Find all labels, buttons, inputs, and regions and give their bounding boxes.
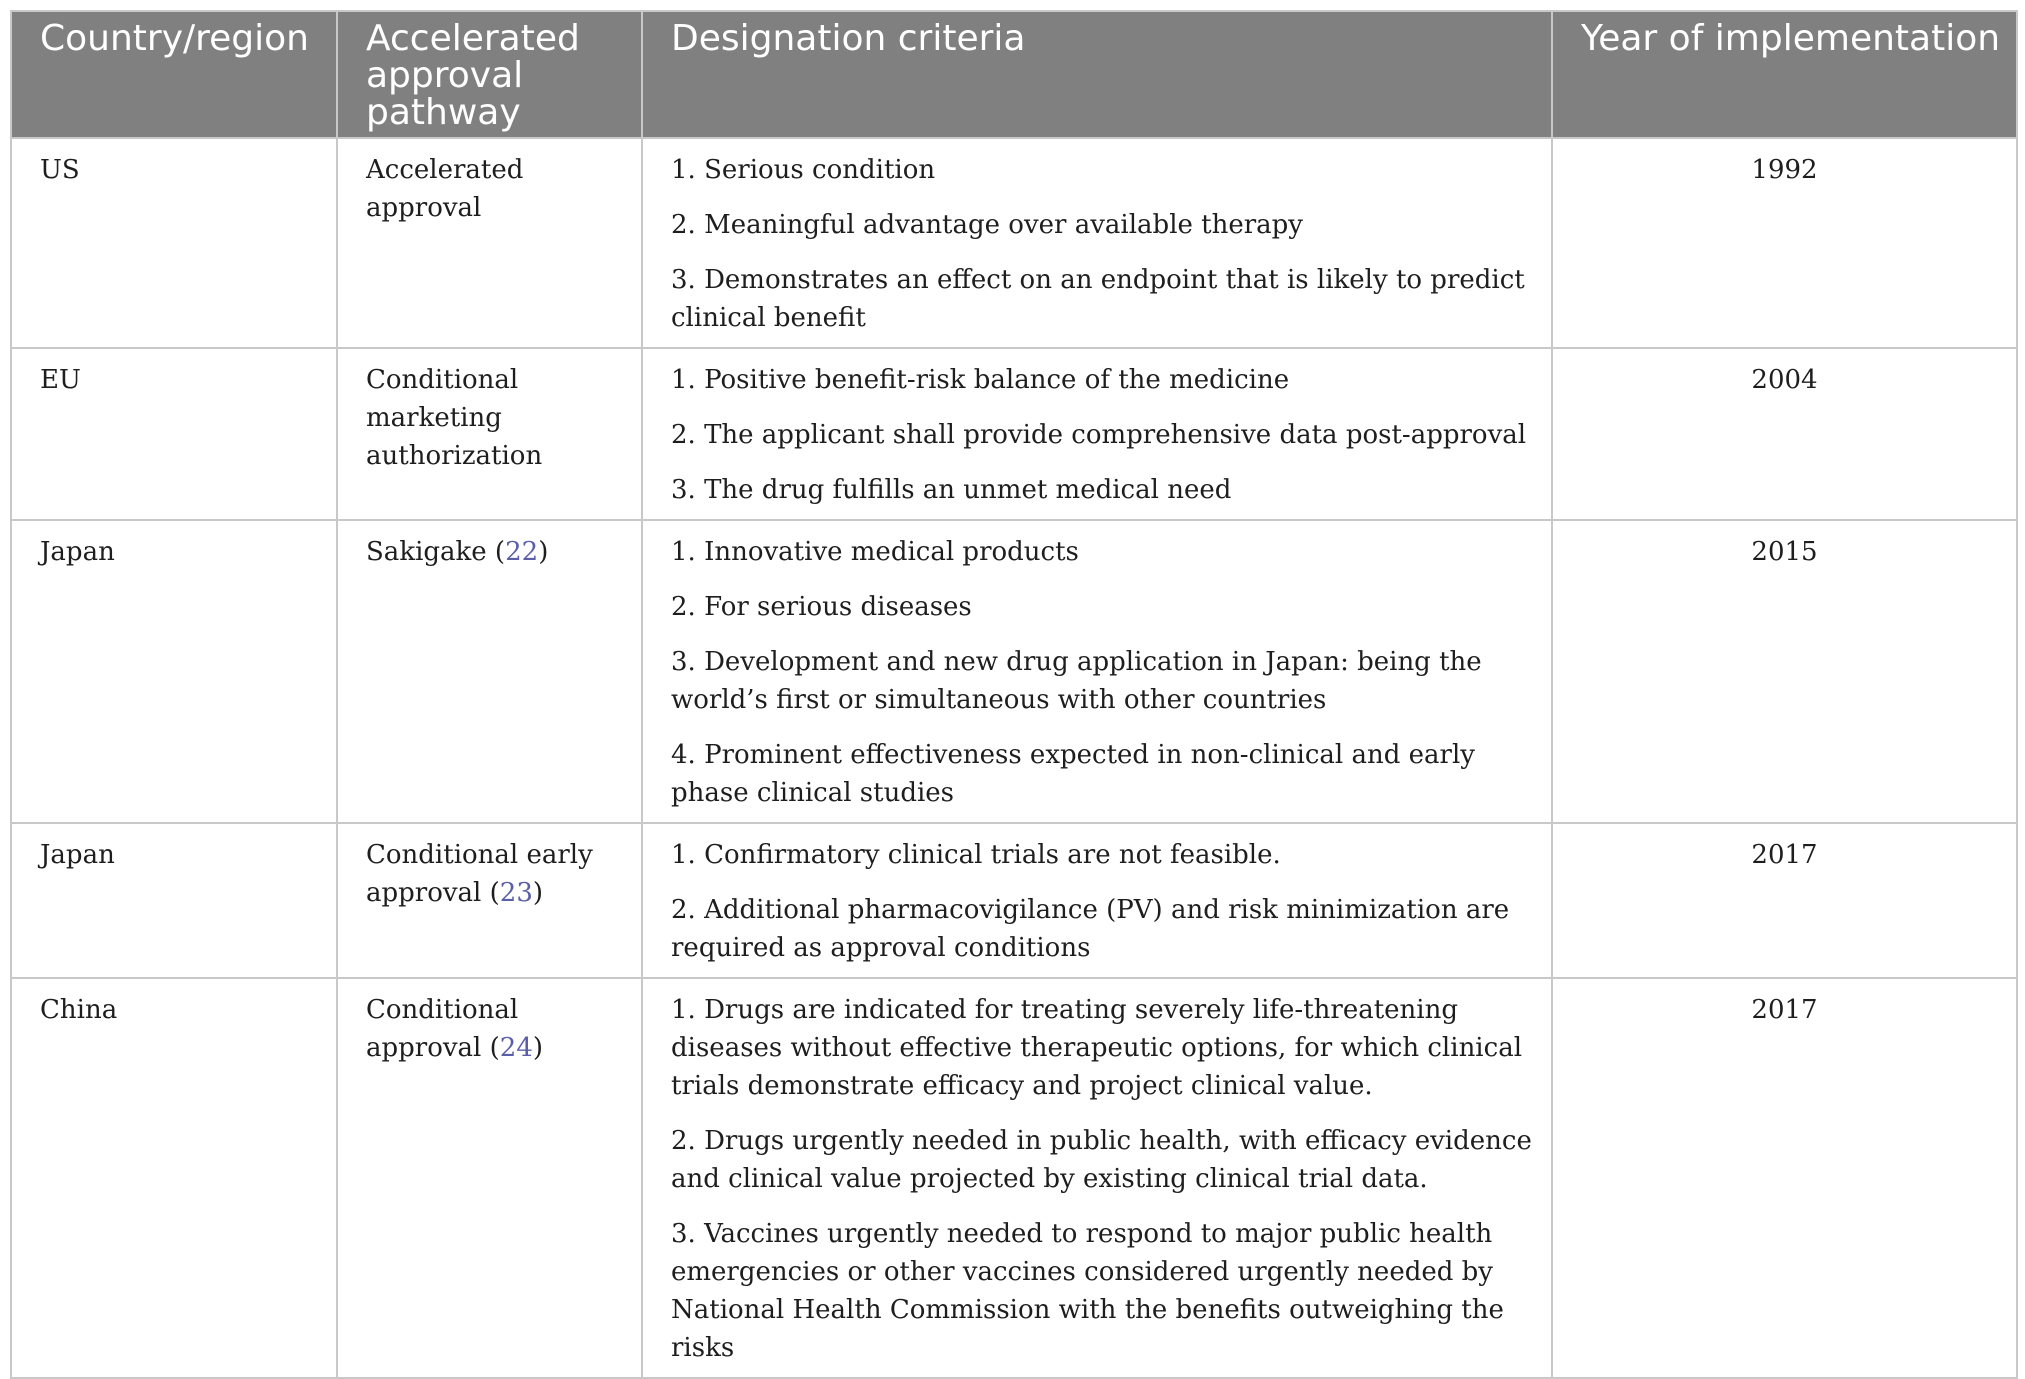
header-criteria: Designation criteria xyxy=(642,11,1552,138)
criterion-item: 2. Drugs urgently needed in public health, with efficacy evidence and clinical value projected by existing clinical trial data. xyxy=(671,1126,1532,1194)
cell-criteria xyxy=(642,138,1552,348)
reference-link[interactable]: 23 xyxy=(499,878,533,908)
cell-pathway xyxy=(337,138,642,348)
cell-criteria xyxy=(642,520,1552,823)
cell-year: 2017 xyxy=(1552,978,2017,1378)
approval-pathways-table xyxy=(10,10,2018,1379)
header-row xyxy=(11,11,2017,138)
criterion-item: 1. Innovative medical products xyxy=(671,537,1079,567)
cell-pathway: Conditional approval (24) xyxy=(337,978,642,1378)
criterion-item: 1. Serious condition xyxy=(671,155,936,185)
criterion-item: 3. The drug fulfills an unmet medical need xyxy=(671,475,1232,505)
cell-criteria xyxy=(642,978,1552,1378)
table-row xyxy=(11,823,2017,978)
pathway-label: Conditional approval xyxy=(366,995,519,1063)
cell-country: EU xyxy=(11,348,337,520)
criterion-item: 3. Development and new drug application in Japan: being the world’s first or simultaneous with other countries xyxy=(671,647,1482,715)
cell-country: US xyxy=(11,138,337,348)
criterion-item: 3. Demonstrates an effect on an endpoint that is likely to predict clinical benefit xyxy=(671,265,1525,333)
criterion-item: 2. For serious diseases xyxy=(671,592,972,622)
cell-year: 2015 xyxy=(1552,520,2017,823)
pathway-label: Conditional early approval xyxy=(366,840,593,908)
criterion-item: 3. Vaccines urgently needed to respond to major public health emergencies or other vaccines considered urgently needed by National Health Commission with the benefits outweighing the risks xyxy=(671,1219,1504,1363)
reference-link[interactable]: 24 xyxy=(499,1033,533,1063)
pathway-label: Sakigake xyxy=(366,537,487,567)
cell-year: 2017 xyxy=(1552,823,2017,978)
criterion-item: 1. Positive benefit-risk balance of the medicine xyxy=(671,365,1290,395)
cell-country: Japan xyxy=(11,823,337,978)
header-pathway: Accelerated approval pathway xyxy=(337,11,642,138)
cell-pathway: Sakigake (22) xyxy=(337,520,642,823)
cell-criteria xyxy=(642,823,1552,978)
table-header xyxy=(11,11,2017,138)
header-country: Country/region xyxy=(11,11,337,138)
table-body xyxy=(11,138,2017,1378)
criterion-item: 2. Meaningful advantage over available therapy xyxy=(671,210,1303,240)
approval-pathways-table-container xyxy=(10,10,2016,1379)
table-row xyxy=(11,978,2017,1378)
cell-country: China xyxy=(11,978,337,1378)
cell-pathway xyxy=(337,348,642,520)
pathway-label: Accelerated approval xyxy=(366,155,524,223)
cell-pathway: Conditional early approval (23) xyxy=(337,823,642,978)
criterion-item: 2. The applicant shall provide comprehensive data post-approval xyxy=(671,420,1527,450)
cell-criteria xyxy=(642,348,1552,520)
criterion-item: 1. Drugs are indicated for treating severely life-threatening diseases without effective therapeutic options, for which clinical trials demonstrate efficacy and project clinical value. xyxy=(671,995,1523,1101)
criterion-item: 1. Confirmatory clinical trials are not feasible. xyxy=(671,840,1281,870)
table-row xyxy=(11,348,2017,520)
criterion-item: 2. Additional pharmacovigilance (PV) and risk minimization are required as approval conditions xyxy=(671,895,1510,963)
reference-link[interactable]: 22 xyxy=(505,537,539,567)
table-row xyxy=(11,138,2017,348)
criterion-item: 4. Prominent effectiveness expected in non-clinical and early phase clinical studies xyxy=(671,740,1475,808)
cell-year: 2004 xyxy=(1552,348,2017,520)
pathway-label: Conditional marketing authorization xyxy=(366,365,543,471)
cell-country: Japan xyxy=(11,520,337,823)
cell-year: 1992 xyxy=(1552,138,2017,348)
header-year: Year of implementation xyxy=(1552,11,2017,138)
table-row xyxy=(11,520,2017,823)
